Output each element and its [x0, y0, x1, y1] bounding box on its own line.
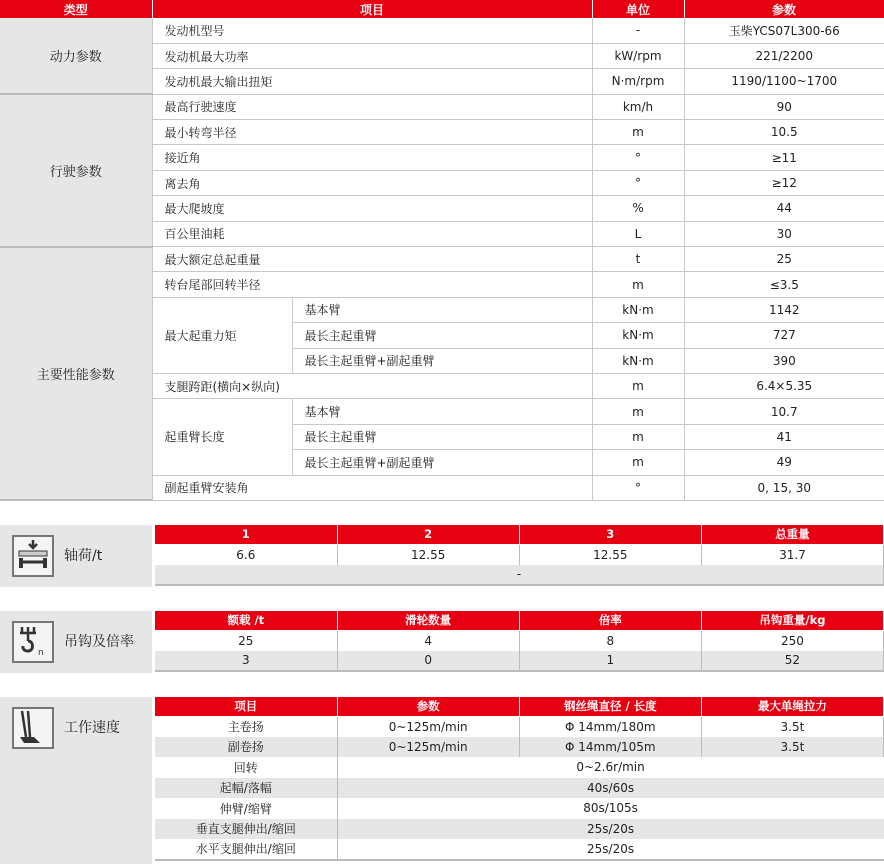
header-value: 参数	[684, 0, 884, 18]
speed-cell: 25s/20s	[337, 819, 883, 840]
axle-panel	[0, 525, 152, 587]
item-label: 离去角	[152, 170, 592, 195]
speed-panel	[0, 697, 152, 864]
hook-header: 吊钩重量/kg	[701, 611, 883, 630]
speed-cell: Φ 14mm/105m	[519, 737, 701, 758]
speed-cell: 3.5t	[701, 716, 883, 737]
speed-cell: 垂直支腿伸出/缩回	[155, 819, 337, 840]
unit-cell: m	[592, 272, 684, 297]
hook-icon	[12, 621, 54, 663]
value-cell: 10.7	[684, 399, 884, 424]
hook-section	[0, 611, 884, 673]
spec-row	[0, 18, 884, 43]
hook-header: 额载 /t	[155, 611, 337, 630]
item-label: 最大起重力矩	[152, 297, 292, 373]
speed-header: 最大单绳拉力	[701, 697, 883, 716]
header-unit: 单位	[592, 0, 684, 18]
unit-cell: -	[592, 18, 684, 43]
hook-table	[155, 611, 884, 672]
speed-label: 工作速度	[64, 720, 120, 736]
axle-value: 12.55	[337, 544, 519, 565]
value-cell: 25	[684, 247, 884, 272]
value-cell: 41	[684, 424, 884, 449]
speed-cell: 主卷扬	[155, 716, 337, 737]
speed-header: 钢丝绳直径 / 长度	[519, 697, 701, 716]
unit-cell: m	[592, 399, 684, 424]
axle-label: 轴荷/t	[64, 548, 103, 564]
sub-item-label: 基本臂	[292, 399, 592, 424]
item-label: 最大额定总起重量	[152, 247, 592, 272]
speed-cell: 40s/60s	[337, 778, 883, 799]
header-type: 类型	[0, 0, 152, 18]
speed-cell: 伸臂/缩臂	[155, 798, 337, 819]
hook-cell: 8	[519, 630, 701, 651]
axle-value: 31.7	[701, 544, 883, 565]
unit-cell: m	[592, 373, 684, 398]
spec-header	[0, 0, 884, 18]
value-cell: 玉柴YCS07L300-66	[684, 18, 884, 43]
hook-cell: 3	[155, 651, 337, 672]
value-cell: 6.4×5.35	[684, 373, 884, 398]
speed-cell: 0~2.6r/min	[576, 760, 645, 775]
axle-note: -	[155, 565, 884, 586]
item-label: 副起重臂安装角	[152, 475, 592, 500]
value-cell: 221/2200	[684, 43, 884, 68]
axle-value: 12.55	[519, 544, 701, 565]
unit-cell: kW/rpm	[592, 43, 684, 68]
item-label: 最大爬坡度	[152, 196, 592, 221]
unit-cell: km/h	[592, 94, 684, 119]
item-label: 起重臂长度	[152, 399, 292, 475]
unit-cell: t	[592, 247, 684, 272]
unit-cell: %	[592, 196, 684, 221]
speed-table	[155, 697, 884, 861]
hook-panel	[0, 611, 152, 673]
sub-item-label: 最长主起重臂+副起重臂	[292, 348, 592, 373]
axle-value: 6.6	[155, 544, 337, 565]
header-item: 项目	[152, 0, 592, 18]
speed-cell: 0~125m/min	[337, 737, 519, 758]
unit-cell: kN·m	[592, 323, 684, 348]
hook-cell: 1	[519, 651, 701, 672]
hook-cell: 25	[155, 630, 337, 651]
item-label: 最小转弯半径	[152, 120, 592, 145]
speed-cell: Φ 14mm/180m	[519, 716, 701, 737]
speed-header: 项目	[155, 697, 337, 716]
speed-cell: 0~125m/min	[337, 716, 519, 737]
unit-cell: °	[592, 145, 684, 170]
speed-cell: 副卷扬	[155, 737, 337, 758]
speed-cell: 25s/20s	[337, 839, 883, 860]
speed-cell: 起幅/落幅	[155, 778, 337, 799]
hook-cell: 250	[701, 630, 883, 651]
unit-cell: m	[592, 450, 684, 475]
value-cell: 30	[684, 221, 884, 246]
axle-header: 1	[155, 525, 337, 544]
value-cell: 1190/1100~1700	[684, 69, 884, 94]
value-cell: 49	[684, 450, 884, 475]
unit-cell: °	[592, 170, 684, 195]
value-cell: ≥12	[684, 170, 884, 195]
item-label: 发动机最大功率	[152, 43, 592, 68]
item-label: 最高行驶速度	[152, 94, 592, 119]
axle-header: 3	[519, 525, 701, 544]
unit-cell: kN·m	[592, 297, 684, 322]
category-label: 行驶参数	[0, 94, 152, 246]
hook-cell: 0	[337, 651, 519, 672]
spec-row	[0, 94, 884, 119]
category-label: 动力参数	[0, 18, 152, 94]
speed-cell: 80s/105s	[583, 801, 638, 816]
speed-header: 参数	[337, 697, 519, 716]
unit-cell: °	[592, 475, 684, 500]
hook-header: 倍率	[519, 611, 701, 630]
item-label: 接近角	[152, 145, 592, 170]
item-label: 发动机型号	[152, 18, 592, 43]
axle-header: 总重量	[701, 525, 883, 544]
item-label: 百公里油耗	[152, 221, 592, 246]
item-label: 支腿跨距(横向×纵向)	[152, 373, 592, 398]
value-cell: 390	[684, 348, 884, 373]
item-label: 转台尾部回转半径	[152, 272, 592, 297]
value-cell: 90	[684, 94, 884, 119]
speed-cell: 水平支腿伸出/缩回	[155, 839, 337, 860]
svg-text:n: n	[38, 648, 44, 658]
axle-section	[0, 525, 884, 587]
value-cell: ≥11	[684, 145, 884, 170]
value-cell: 727	[684, 323, 884, 348]
unit-cell: m	[592, 120, 684, 145]
crane-icon	[12, 707, 54, 749]
unit-cell: L	[592, 221, 684, 246]
value-cell: ≤3.5	[684, 272, 884, 297]
sub-item-label: 最长主起重臂	[292, 323, 592, 348]
sub-item-label: 最长主起重臂+副起重臂	[292, 450, 592, 475]
value-cell: 1142	[684, 297, 884, 322]
unit-cell: N·m/rpm	[592, 69, 684, 94]
axle-table	[155, 525, 884, 586]
speed-section	[0, 697, 884, 864]
item-label: 发动机最大输出扭矩	[152, 69, 592, 94]
speed-cell: 回转	[155, 757, 337, 778]
hook-label: 吊钩及倍率	[64, 634, 134, 650]
unit-cell: kN·m	[592, 348, 684, 373]
hook-header: 滑轮数量	[337, 611, 519, 630]
hook-cell: 4	[337, 630, 519, 651]
axle-load-icon	[12, 535, 54, 577]
value-cell: 10.5	[684, 120, 884, 145]
sub-item-label: 基本臂	[292, 297, 592, 322]
sub-item-label: 最长主起重臂	[292, 424, 592, 449]
value-cell: 44	[684, 196, 884, 221]
value-cell: 0, 15, 30	[684, 475, 884, 500]
hook-cell: 52	[701, 651, 883, 672]
category-label: 主要性能参数	[0, 247, 152, 501]
unit-cell: m	[592, 424, 684, 449]
spec-row	[0, 247, 884, 272]
axle-header: 2	[337, 525, 519, 544]
speed-cell: 3.5t	[701, 737, 883, 758]
